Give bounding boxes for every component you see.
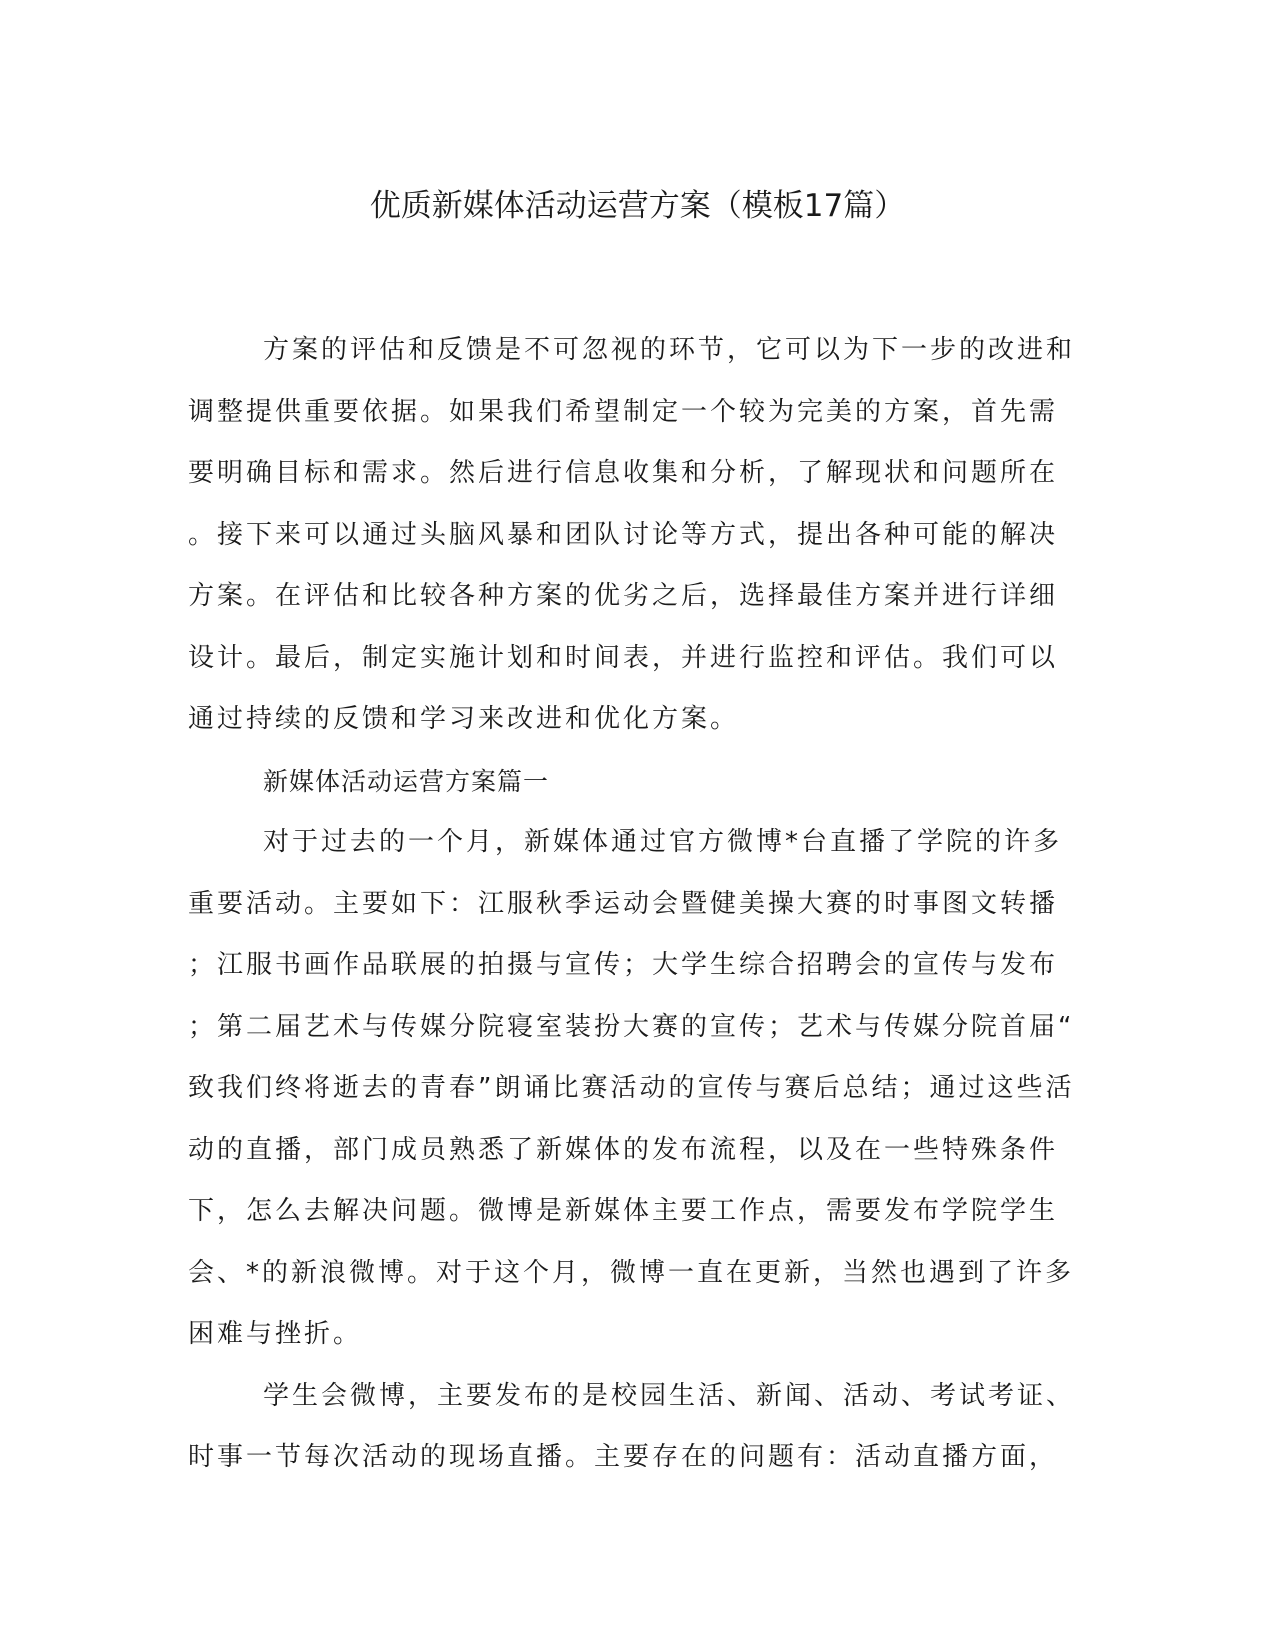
- paragraph-line: 设计。最后，制定实施计划和时间表，并进行监控和评估。我们可以: [188, 642, 1059, 673]
- paragraph-line: 会、*的新浪微博。对于这个月，微博一直在更新，当然也遇到了许多: [188, 1257, 1075, 1288]
- paragraph-line: ；江服书画作品联展的拍摄与宣传；大学生综合招聘会的宣传与发布: [188, 950, 1059, 980]
- paragraph-line: 方案。在评估和比较各种方案的优劣之后，选择最佳方案并进行详细: [188, 581, 1059, 611]
- paragraph-line: 对于过去的一个月，新媒体通过官方微博*台直播了学院的许多: [263, 827, 1063, 857]
- paragraph-line: 致我们终将逝去的青春”朗诵比赛活动的宣传与赛后总结；通过这些活: [188, 1073, 1075, 1103]
- paragraph-line: 动的直播，部门成员熟悉了新媒体的发布流程，以及在一些特殊条件: [188, 1134, 1059, 1165]
- section-heading: 新媒体活动运营方案篇一: [263, 766, 550, 796]
- paragraph-line: 重要活动。主要如下：江服秋季运动会暨健美操大赛的时事图文转播: [188, 888, 1059, 919]
- paragraph-line: 学生会微博，主要发布的是校园生活、新闻、活动、考试考证、: [263, 1380, 1076, 1411]
- paragraph-line: 困难与挫折。: [188, 1319, 363, 1349]
- paragraph-line: ；第二届艺术与传媒分院寝室装扮大赛的宣传；艺术与传媒分院首届“: [188, 1011, 1075, 1042]
- paragraph-line: 。接下来可以通过头脑风暴和团队讨论等方式，提出各种可能的解决: [188, 519, 1059, 550]
- paragraph-line: 要明确目标和需求。然后进行信息收集和分析，了解现状和问题所在: [188, 458, 1059, 488]
- paragraph-line: 调整提供重要依据。如果我们希望制定一个较为完美的方案，首先需: [188, 396, 1059, 427]
- paragraph-line: 下，怎么去解决问题。微博是新媒体主要工作点，需要发布学院学生: [188, 1196, 1059, 1226]
- document-body: [188, 320, 1076, 1489]
- paragraph-line: 方案的评估和反馈是不可忽视的环节，它可以为下一步的改进和: [263, 335, 1076, 365]
- paragraph-line: 通过持续的反馈和学习来改进和优化方案。: [188, 704, 740, 734]
- document-title: 优质新媒体活动运营方案（模板17篇）: [369, 188, 906, 224]
- paragraph-line: 时事一节每次活动的现场直播。主要存在的问题有：活动直播方面，: [188, 1442, 1059, 1472]
